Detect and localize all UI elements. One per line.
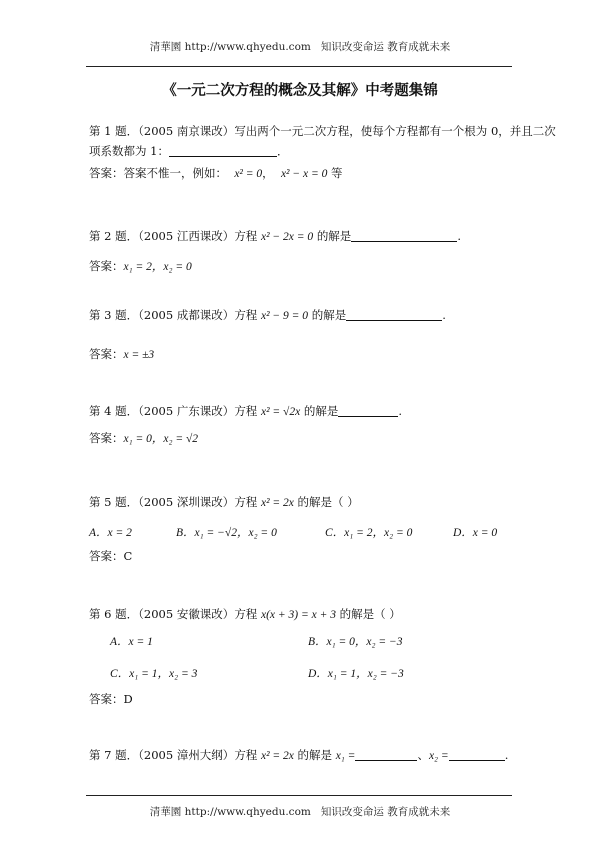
- answer-4: 答案：x₁ = 0，x₂ = √2: [89, 431, 199, 445]
- page-title: 《一元二次方程的概念及其解》中考题集锦: [162, 82, 438, 99]
- footer-rule: [86, 795, 512, 796]
- answer-3: 答案：x = ±3: [89, 347, 155, 361]
- answer-blank[interactable]: [351, 230, 457, 242]
- header-rule: [86, 66, 512, 67]
- header-url[interactable]: http://www.qhyedu.com: [184, 41, 311, 53]
- footer-slogan: 知识改变命运 教育成就未来: [320, 806, 451, 818]
- question-5: 第 5 题．（2005 深圳课改）方程 x² = 2x 的解是（ ）: [89, 495, 359, 509]
- option-d[interactable]: D．x = 0: [453, 527, 498, 539]
- answer-blank-x1[interactable]: [355, 749, 417, 761]
- option-a[interactable]: A．x = 1: [110, 636, 153, 648]
- answer-blank-x2[interactable]: [449, 749, 505, 761]
- answer-blank[interactable]: [169, 145, 277, 157]
- page-footer: [0, 804, 600, 819]
- answer-blank[interactable]: [338, 405, 398, 417]
- option-d[interactable]: D．x₁ = 1，x₂ = −3: [308, 668, 404, 680]
- footer-site: 清華園: [149, 806, 182, 818]
- option-a[interactable]: A．x = 2: [89, 527, 132, 539]
- option-b[interactable]: B．x₁ = 0，x₂ = −3: [308, 636, 403, 648]
- question-4: 第 4 题．（2005 广东课改）方程 x² = √2x 的解是 .: [89, 404, 403, 418]
- option-c[interactable]: C．x₁ = 2，x₂ = 0: [325, 527, 413, 539]
- footer-url[interactable]: http://www.qhyedu.com: [184, 806, 311, 818]
- option-c[interactable]: C．x₁ = 1，x₂ = 3: [110, 668, 198, 680]
- answer-6: 答案：D: [89, 692, 133, 706]
- question-1-line2: 项系数都为 1： ．: [89, 144, 289, 158]
- question-3: 第 3 题．（2005 成都课改）方程 x² − 9 = 0 的解是 .: [89, 308, 446, 322]
- option-b[interactable]: B．x₁ = −√2，x₂ = 0: [176, 527, 277, 539]
- question-7: 第 7 题．（2005 漳州大纲）方程 x² = 2x 的解是 x₁ = 、x₂ = .: [89, 748, 509, 762]
- question-2: 第 2 题．（2005 江西课改）方程 x² − 2x = 0 的解是 .: [89, 229, 461, 243]
- answer-5: 答案：C: [89, 549, 133, 563]
- answer-2: 答案：x₁ = 2，x₂ = 0: [89, 259, 192, 273]
- header-slogan: 知识改变命运 教育成就未来: [320, 41, 451, 53]
- question-6: 第 6 题．（2005 安徽课改）方程 x(x + 3) = x + 3 的解是（ ）: [89, 607, 401, 621]
- question-1: 第 1 题．（2005 南京课改）写出两个一元二次方程，使每个方程都有一个根为 0，并且二次: [89, 124, 556, 138]
- header-site: 清華園: [149, 41, 182, 53]
- answer-1: 答案：答案不惟一，例如： x² = 0， x² − x = 0 等: [89, 166, 343, 180]
- answer-blank[interactable]: [346, 309, 442, 321]
- page-header: [0, 39, 600, 54]
